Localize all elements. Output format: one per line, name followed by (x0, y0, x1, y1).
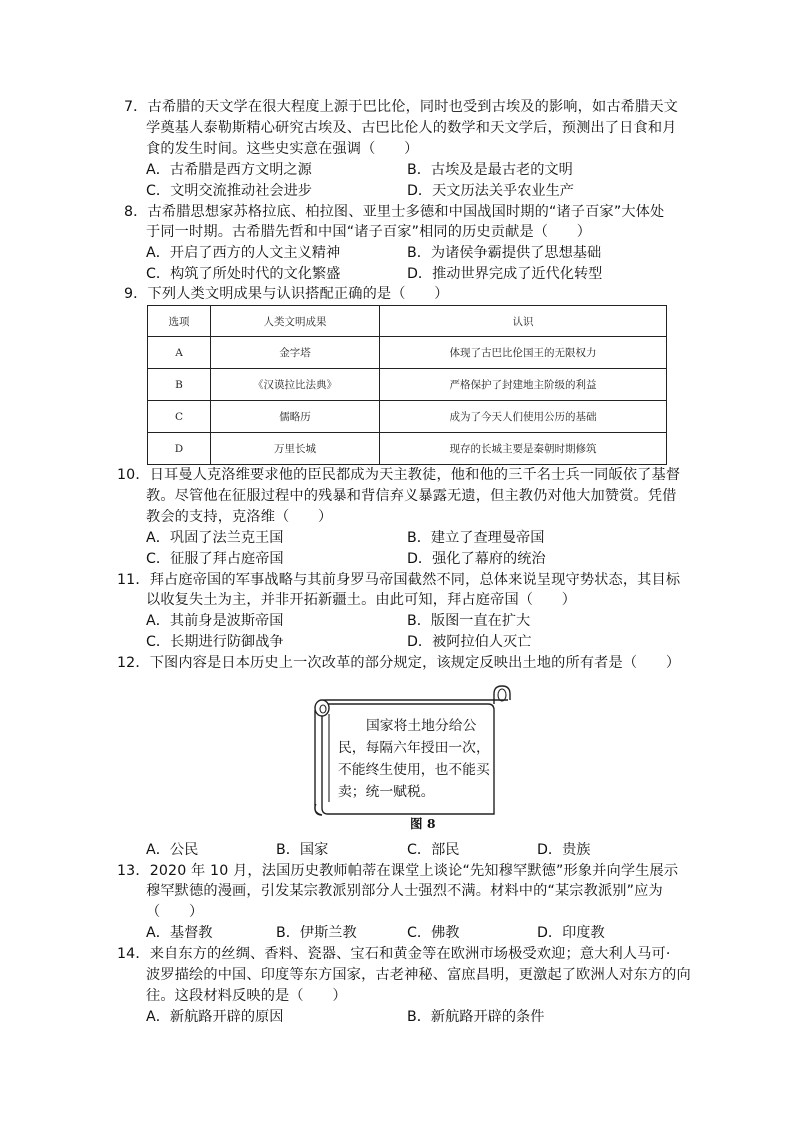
q12-option-a: A．公民 (146, 842, 199, 858)
q14-option-a: A．新航路开辟的原因 (146, 1009, 284, 1025)
table-cell: 万里长城 (211, 433, 380, 465)
q11-option-d: D．被阿拉伯人灭亡 (407, 634, 532, 650)
q11-option-c: C．长期进行防御战争 (146, 634, 284, 650)
q9-table (147, 305, 667, 465)
scroll-text-line: 卖；统一赋税。 (338, 784, 435, 800)
table-header-cell: 选项 (148, 306, 211, 337)
scroll-text-line: 国家将土地分给公 (366, 718, 477, 734)
q7-stem-line-1: 7．古希腊的天文学在很大程度上源于巴比伦，同时也受到古埃及的影响，如古希腊天文 (124, 99, 679, 115)
q11-option-b: B．版图一直在扩大 (407, 613, 531, 629)
scroll-text (338, 715, 498, 803)
q10-option-b: B．建立了查理曼帝国 (407, 530, 545, 546)
figure-caption: 图 8 (410, 816, 436, 831)
q8-option-b: B．为诸侯争霸提供了思想基础 (407, 245, 602, 261)
table-cell: 成为了今天人们使用公历的基础 (380, 401, 667, 433)
q14-stem-line-3: 往。这段材料反映的是（ ） (146, 988, 347, 1004)
q8-stem-line-2: 于同一时期。古希腊先哲和中国“诸子百家”相同的历史贡献是（ ） (146, 224, 592, 240)
q13-option-b: B．伊斯兰教 (276, 925, 357, 941)
table-header-cell: 人类文明成果 (211, 306, 380, 337)
q14-stem-line-2: 波罗描绘的中国、印度等东方国家，古老神秘、富庶昌明，更激起了欧洲人对东方的向 (146, 967, 691, 983)
q11-stem-line-2: 以收复失土为主，并非开拓新疆土。由此可知，拜占庭帝国（ ） (146, 592, 577, 608)
q13-option-a: A．基督教 (146, 925, 213, 941)
q8-option-d: D．推动世界完成了近代化转型 (407, 266, 603, 282)
table-cell: A (148, 337, 211, 369)
q14-option-b: B．新航路开辟的条件 (407, 1009, 545, 1025)
table-row (148, 337, 667, 369)
q12-option-c: C．部民 (407, 842, 460, 858)
table-cell: 现存的长城主要是秦朝时期修筑 (380, 433, 667, 465)
table-cell: 儒略历 (211, 401, 380, 433)
q10-stem-line-3: 教会的支持，克洛维（ ） (146, 509, 333, 525)
q10-option-a: A．巩固了法兰克王国 (146, 530, 284, 546)
q7-stem-line-3: 食的发生时间。这些史实意在强调（ ） (146, 141, 419, 157)
table-row (148, 369, 667, 401)
q11-stem-line-1: 11．拜占庭帝国的军事战略与其前身罗马帝国截然不同，总体来说呈现守势状态，其目标 (117, 572, 681, 588)
q14-stem-line-1: 14．来自东方的丝绸、香料、瓷器、宝石和黄金等在欧洲市场极受欢迎；意大利人马可· (117, 946, 671, 962)
q13-stem-line-2: 穆罕默德的漫画，引发某宗教派别部分人士强烈不满。材料中的“某宗教派别”应为 (146, 883, 663, 899)
q13-option-d: D．印度教 (537, 925, 605, 941)
q10-option-d: D．强化了幕府的统治 (407, 551, 546, 567)
table-header-row (148, 306, 667, 337)
scroll-text-line: 不能终生使用，也不能买 (338, 762, 490, 778)
q13-stem-line-3: （ ） (146, 904, 204, 920)
q7-option-a: A．古希腊是西方文明之源 (146, 162, 312, 178)
q13-option-c: C．佛教 (407, 925, 460, 941)
q12-option-b: B．国家 (276, 842, 329, 858)
table-cell: 体现了古巴比伦国王的无限权力 (380, 337, 667, 369)
table-cell: D (148, 433, 211, 465)
table-cell: B (148, 369, 211, 401)
q7-option-c: C．文明交流推动社会进步 (146, 183, 312, 199)
q8-stem-line-1: 8．古希腊思想家苏格拉底、柏拉图、亚里士多德和中国战国时期的“诸子百家”大体处 (124, 204, 665, 220)
q7-stem-line-2: 学奠基人泰勒斯精心研究古埃及、古巴比伦人的数学和天文学后，预测出了日食和月 (146, 120, 677, 136)
table-cell: 金字塔 (211, 337, 380, 369)
q13-stem-line-1: 13．2020 年 10 月，法国历史教师帕蒂在课堂上谈论“先知穆罕默德”形象并向学生展示 (117, 863, 679, 879)
q8-option-c: C．构筑了所处时代的文化繁盛 (146, 266, 341, 282)
q9-stem: 9．下列人类文明成果与认识搭配正确的是（ ） (124, 286, 449, 302)
q11-option-a: A．其前身是波斯帝国 (146, 613, 284, 629)
q8-option-a: A．开启了西方的人文主义精神 (146, 245, 341, 261)
q7-option-d: D．天文历法关乎农业生产 (407, 183, 574, 199)
table-cell: 严格保护了封建地主阶级的利益 (380, 369, 667, 401)
q10-stem-line-2: 教。尽管他在征服过程中的残暴和背信弃义暴露无遗，但主教仍对他大加赞赏。凭借 (146, 488, 677, 504)
table-cell: C (148, 401, 211, 433)
table-header-cell: 认识 (380, 306, 667, 337)
q10-stem-line-1: 10．日耳曼人克洛维要求他的臣民都成为天主教徒，他和他的三千名士兵一同皈依了基督 (117, 467, 681, 483)
table-row (148, 401, 667, 433)
q7-option-b: B．古埃及是最古老的文明 (407, 162, 573, 178)
scroll-text-line: 民，每隔六年授田一次， (338, 740, 490, 756)
q10-option-c: C．征服了拜占庭帝国 (146, 551, 284, 567)
table-cell: 《汉谟拉比法典》 (211, 369, 380, 401)
q12-stem: 12．下图内容是日本历史上一次改革的部分规定，该规定反映出土地的所有者是（ ） (117, 655, 681, 671)
table-row (148, 433, 667, 465)
q12-option-d: D．贵族 (537, 842, 591, 858)
